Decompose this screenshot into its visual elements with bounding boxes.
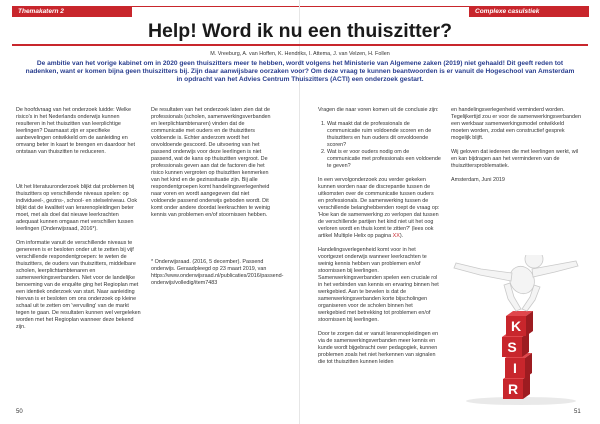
question-list	[327, 121, 441, 170]
column-2	[151, 107, 284, 294]
paragraph: Wij geloven dat iedereen die met leerlingen werkt, wil en kan bijdragen aan het verminderen van de thuiszittersproblematiek.	[451, 149, 579, 169]
list-item: 1. Wat maakt dat de professionals de communicatie ruim voldoende scoren en de thuiszitters en hun ouders dit onvoldoende scoren?	[327, 121, 441, 149]
paragraph	[318, 177, 441, 240]
block-k	[506, 311, 533, 336]
paragraph: Door te zorgen dat er vanuit lerarenopleidingen en via de samenwerkingsverbanden meer kennis en kunde wordt bijgebracht over pedagogiek, kunnen problemen zoals het niet herkennen van signalen die tot thuiszitten kunnen leiden	[318, 331, 439, 365]
paragraph: Handelingsverlegenheid komt voor in het voortgezet onderwijs wanneer leerkrachten te weinig kennis hebben van problemen en/of stoornissen bij leerlingen. Samenwerkingsverbanden spelen een cruciale rol in het verbinden van kennis en ervaring binnen het werkgebied. Aan te bevelen is dat de samenwerkingsverbanden korte bijscholingen organiseren voor de scholen binnen het werkgebied met betrekking tot problemen en/of stoornissen bij leerlingen.	[318, 247, 439, 323]
article-intro: De ambitie van het vorige kabinet om in 2020 geen thuiszitters meer te hebben, wordt volgens het Ministerie van Algemene zaken (2019) niet gehaald! Dit geeft reden tot nadenken, want er komen bijna geen thuiszitters bij. Zijn daar aanwijsbare oorzaken voor? Om deze vraag te kunnen beantwoorden is er vanuit de Hogeschool van Amsterdam in opdracht van het Advies Centrum Thuiszitters (ACTI) een onderzoek gestart.	[25, 60, 575, 84]
page-reference: XX	[392, 233, 400, 239]
paragraph: De resultaten van het onderzoek laten zien dat de professionals (scholen, samenwerkingsverbanden en leerplichtambtenaren) vinden dat de communicatie met ouders en de thuiszitters voldoende is. Echter anderzom wordt het onvoldoende gescoord. De uitvoering van het passend onderwijs voor deze leerlingen is niet passend, wat de kans op thuiszitten vergroot. De professionals geven aan dat de factoren die het risico kunnen vergroten op thuiszitten kenmerken van het kind en de gezinssituatie zijn. Bij alle respondentgroepen komt handelingsverlegenheid naar voren en wordt aangegeven dat niet voldoende passend onderwijs geboden wordt. Dit komt onder andere doordat leerkrachten te weinig kennis van problemen en/of stoornissen hebben.	[151, 107, 271, 218]
column-1	[16, 107, 141, 338]
footnote: * Onderwijsraad. (2016, 5 december). Passend onderwijs. Geraadpleegd op 23 maart 2019, van https://www.onderwijsraad.nl/publicaties/2016/passend-onderwijs/volledig/item7483	[151, 259, 284, 286]
article-authors: M. Vreeburg, A. van Hoffen, K. Hendriks, I. Attema, J. van Velzen, H. Follen	[210, 51, 390, 57]
list-item: 2. Wat is er voor ouders nodig om de communicatie met professionals een voldoende te geven?	[327, 149, 441, 170]
block-s-letter: S	[507, 339, 517, 355]
page-number-right: 51	[574, 409, 581, 415]
person-arm-left	[454, 263, 512, 281]
text-span: ).	[399, 233, 404, 239]
column-4	[451, 107, 583, 191]
paragraph: Vragen die naar voren komen uit de conclusie zijn:	[318, 107, 439, 113]
column-3	[318, 107, 441, 373]
paragraph: en handelingsverlegenheid verminderd worden. Tegelijkertijd zou er voor de samenwerkingsverbanden een werkbaar samenwerkingsmodel ontwikkeld moeten worden, zodat een constructief gesprek mogelijk blijft.	[451, 107, 582, 141]
block-r-letter: R	[507, 381, 519, 397]
block-k-letter: K	[510, 318, 522, 334]
page-number-left: 50	[16, 409, 23, 415]
section-tag-right: Complexe casuïstiek	[469, 6, 589, 17]
balancing-person	[454, 255, 578, 311]
paragraph: De hoofdvraag van het onderzoek luidde: Welke risico's in het Nederlands onderwijs kunnen resulteren in het thuiszitten van leerplichtige leerlingen? Daarnaast zijn er specifieke aanbevelingen ontwikkeld om de aanleiding en omvang beter in kaart te brengen en daardoor het ontstaan van thuiszitten te reduceren.	[16, 107, 135, 155]
block-i-letter: I	[513, 360, 517, 376]
section-tag-left: Themakatern 2	[12, 6, 132, 17]
paragraph: Om informatie vanuit de verschillende niveaus te genereren is er besloten onder uit te zetten bij vijf verschillende respondentgroepen: te weten de thuiszitters, de ouders van thuiszitters, middelbare scholen, leerplichtambtenaren en samenwerkingsverbanden. Niet voor de landelijke benoeming van de enquête ging het Regioplan met een identiek onderzoek van start. Naar aanleiding hiervan is er besloten om ons onderzoek op kleine schaal uit te zetten om 'vervuiling' van de markt tegen te gaan. De resultaten kunnen wel vergeleken worden met het Regioplan wanneer deze bekend zijn.	[16, 240, 141, 330]
text-span: In een vervolgonderzoek zou verder gekeken kunnen worden naar de discrepantie tussen de uitkomsten over de communicatie tussen ouders en professionals. De samenwerking tussen de verschillende belanghebbenden roept de vraag op: 'Hoe kan de samenwerking zo verlopen dat tussen de verschillende partijen het kind niet uit het oog verloren wordt en thuis komt te zitten?' (lees ook artikel Multiple Helix op pagina	[318, 177, 440, 239]
risk-figure	[426, 255, 586, 405]
article-title: Help! Word ik nu een thuiszitter?	[147, 20, 453, 42]
paragraph: Uit het literatuuronderzoek blijkt dat problemen bij thuiszitters op verschillende niveaus spelen: op individueel-, gezins-, school- en stelselniveau. Ook blijkt dat de kwaliteit van lerarenopleidingen beter moet, met als doel dat nieuwe leerkrachten adequaat kunnen omgaan met verschillen tussen leerlingen (Onderwijsraad, 2016*).	[16, 184, 138, 232]
signature: Amsterdam, Juni 2019	[451, 177, 505, 183]
person-head	[525, 255, 543, 268]
title-rule	[12, 44, 588, 46]
